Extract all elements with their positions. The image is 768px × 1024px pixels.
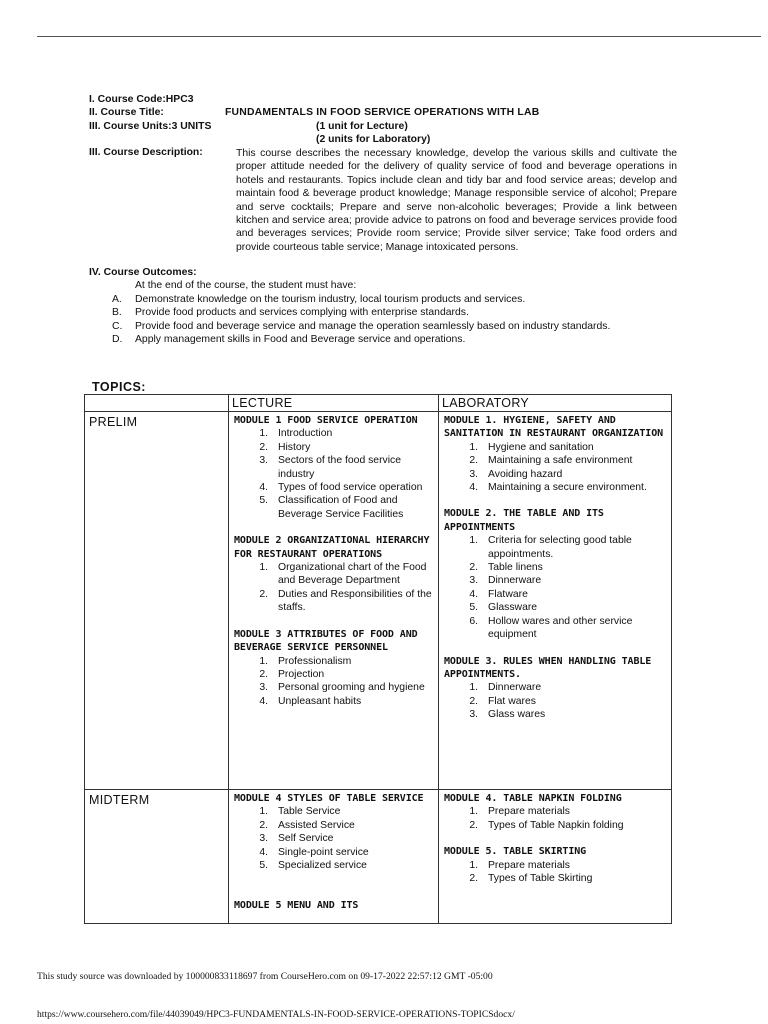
list-item: 1. Prepare materials xyxy=(469,859,571,871)
list-item: 5. Classification of Food and Beverage Service Facilities xyxy=(259,495,404,520)
table-row-midterm xyxy=(85,790,672,924)
module-items xyxy=(234,427,434,521)
outcome-text: Provide food and beverage service and manage the operation seamlessly based on industry standards. xyxy=(135,320,611,332)
list-item: 3. Personal grooming and hygiene xyxy=(259,682,425,694)
list-item: 2. Table linens xyxy=(469,562,543,574)
module-block xyxy=(234,899,434,912)
list-item: 2. Projection xyxy=(259,668,325,680)
outcomes-intro: At the end of the course, the student must have: xyxy=(135,280,357,291)
course-units-value: 3 UNITS xyxy=(171,121,212,132)
list-item: 1. Criteria for selecting good table appointments. xyxy=(469,535,632,560)
module-block xyxy=(444,655,667,722)
list-item: 3. Sectors of the food service industry xyxy=(259,455,402,480)
header-laboratory: LABORATORY xyxy=(439,395,672,412)
module-title: MODULE 4 STYLES OF TABLE SERVICE xyxy=(234,793,424,804)
module-title: MODULE 1 FOOD SERVICE OPERATION xyxy=(234,415,418,426)
list-item: 1. Table Service xyxy=(259,806,341,818)
course-code-label: I. Course Code: xyxy=(89,94,166,105)
source-url-link[interactable]: https://www.coursehero.com/file/44039049/HPC3-FUNDAMENTALS-IN-FOOD-SERVICE-OPERATIONS-TOPICSdocx/ xyxy=(37,1009,515,1020)
outcome-letter: C. xyxy=(112,320,123,332)
list-item: 4. Flatware xyxy=(469,588,528,600)
topics-table xyxy=(84,394,672,924)
list-item: 2. Types of Table Napkin folding xyxy=(469,819,624,831)
module-items xyxy=(444,805,667,832)
module-title: MODULE 3. RULES WHEN HANDLING TABLE APPOINTMENTS. xyxy=(444,655,652,680)
outcome-item xyxy=(112,306,610,319)
module-block xyxy=(234,414,434,521)
module-block xyxy=(444,845,667,885)
module-block xyxy=(444,414,667,494)
module-block xyxy=(444,507,667,641)
module-items xyxy=(444,441,667,495)
outcome-text: Demonstrate knowledge on the tourism industry, local tourism products and services. xyxy=(135,294,526,305)
outcome-letter: B. xyxy=(112,307,122,319)
outcome-item xyxy=(112,293,610,306)
list-item: 1. Introduction xyxy=(259,428,333,440)
list-item: 5. Specialized service xyxy=(259,860,367,872)
module-block xyxy=(444,792,667,832)
course-units-row xyxy=(89,120,211,133)
list-item: 4. Single-point service xyxy=(259,846,369,858)
list-item: 4. Unpleasant habits xyxy=(259,695,362,707)
midterm-lab-cell xyxy=(439,790,672,924)
list-item: 1. Hygiene and sanitation xyxy=(469,441,594,453)
download-note: This study source was downloaded by 100000833118697 from CourseHero.com on 09-17-2022 22:57:12 GMT -05:00 xyxy=(37,971,493,982)
description-label: III. Course Description: xyxy=(89,147,203,158)
module-items xyxy=(444,681,667,721)
list-item: 3. Avoiding hazard xyxy=(469,468,563,480)
outcomes-list xyxy=(112,293,610,347)
list-item: 2. Types of Table Skirting xyxy=(469,873,593,885)
course-title-value: FUNDAMENTALS IN FOOD SERVICE OPERATIONS WITH LAB xyxy=(225,107,540,118)
outcome-letter: D. xyxy=(112,334,123,346)
module-block xyxy=(234,534,434,614)
outcome-letter: A. xyxy=(112,294,122,305)
module-items xyxy=(234,805,434,872)
module-items xyxy=(444,859,667,886)
list-item: 1. Organizational chart of the Food and Beverage Department xyxy=(259,562,427,587)
module-title: MODULE 2. THE TABLE AND ITS APPOINTMENTS xyxy=(444,508,604,533)
course-title-row xyxy=(89,106,164,119)
list-item: 1. Dinnerware xyxy=(469,682,542,694)
top-divider xyxy=(37,36,761,37)
module-block xyxy=(234,792,434,872)
module-items xyxy=(444,534,667,641)
list-item: 1. Professionalism xyxy=(259,655,352,667)
list-item: 3. Self Service xyxy=(259,833,334,845)
list-item: 3. Dinnerware xyxy=(469,575,542,587)
prelim-lab-cell xyxy=(439,412,672,790)
list-item: 5. Glassware xyxy=(469,602,538,614)
description-text: This course describes the necessary knowledge, develop the various skills and cultivate the proper attitude needed for the delivery of quality service of food and beverage operations in hotels and restaurants. Topics include clean and tidy bar and food service areas; develop and maintain food & beverage product knowledge; Manage responsible service of alcohol; Prepare and serve cocktails; Prepare and serve non-alcoholic beverages; Provide a link between kitchen and service area; provide advice to patrons on food and beverage services provide food and beverages services; Provide room service; Provide silver service; Take food orders and provide courteous table service; Manage intoxicated persons. xyxy=(236,148,677,253)
outcome-text: Apply management skills in Food and Beverage service and operations. xyxy=(135,334,466,346)
table-row-prelim xyxy=(85,412,672,790)
list-item: 2. Duties and Responsibilities of the staffs. xyxy=(259,588,432,614)
outcome-text: Provide food products and services complying with enterprise standards. xyxy=(135,307,469,319)
list-item: 2. Maintaining a safe environment xyxy=(469,455,633,467)
header-lecture: LECTURE xyxy=(229,395,439,412)
list-item: 4. Maintaining a secure environment. xyxy=(469,482,647,494)
list-item: 2. Flat wares xyxy=(469,695,536,707)
list-item: 1. Prepare materials xyxy=(469,806,571,818)
midterm-lecture-cell xyxy=(229,790,439,924)
module-title: MODULE 2 ORGANIZATIONAL HIERARCHY FOR RESTAURANT OPERATIONS xyxy=(234,535,430,560)
list-item: 3. Glass wares xyxy=(469,709,546,721)
module-block xyxy=(234,628,434,708)
list-item: 2. History xyxy=(259,441,311,453)
outcomes-label: IV. Course Outcomes: xyxy=(89,267,197,278)
header-term-cell xyxy=(85,395,229,412)
course-title-label: II. Course Title: xyxy=(89,107,164,118)
term-midterm: MIDTERM xyxy=(85,790,229,924)
list-item: 6. Hollow wares and other service equipment xyxy=(469,615,633,641)
module-title: MODULE 5 MENU AND ITS xyxy=(234,900,359,912)
term-prelim: PRELIM xyxy=(85,412,229,790)
module-title: MODULE 4. TABLE NAPKIN FOLDING xyxy=(444,793,622,804)
module-items xyxy=(234,561,434,615)
units-lecture: (1 unit for Lecture) xyxy=(316,121,408,132)
course-units-label: III. Course Units: xyxy=(89,121,172,132)
module-title: MODULE 3 ATTRIBUTES OF FOOD AND BEVERAGE SERVICE PERSONNEL xyxy=(234,628,418,654)
outcome-item xyxy=(112,320,610,333)
outcome-item xyxy=(112,333,610,346)
table-header-row xyxy=(85,395,672,412)
topics-title: TOPICS: xyxy=(92,380,146,394)
course-code-value: HPC3 xyxy=(165,94,194,105)
module-title: MODULE 1. HYGIENE, SAFETY AND SANITATION IN RESTAURANT ORGANIZATION xyxy=(444,415,664,440)
prelim-lecture-cell xyxy=(229,412,439,790)
module-items xyxy=(234,655,434,709)
course-code-row xyxy=(89,93,194,106)
module-title: MODULE 5. TABLE SKIRTING xyxy=(444,846,587,858)
units-lab: (2 units for Laboratory) xyxy=(316,134,431,145)
list-item: 4. Types of food service operation xyxy=(259,482,423,494)
list-item: 2. Assisted Service xyxy=(259,819,355,831)
